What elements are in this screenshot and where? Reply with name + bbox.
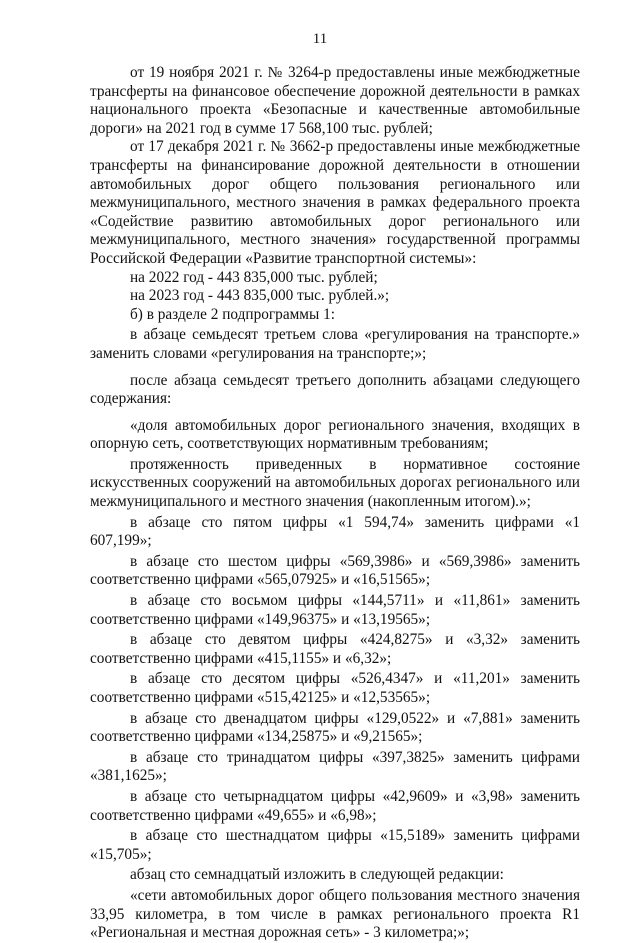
paragraph: в абзаце сто четырнадцатом цифры «42,9609» и «3,98» заменить соответственно цифрами «49,655» и «6,98»; <box>90 787 580 824</box>
document-body <box>90 64 580 943</box>
paragraph: в абзаце сто шестом цифры «569,3986» и «569,3986» заменить соответственно цифрами «565,07925» и «16,51565»; <box>90 552 580 589</box>
paragraph: «сети автомобильных дорог общего пользования местного значения 33,95 километра, в том числе в рамках регионального проекта R1 «Региональная и местная дорожная сеть» - 3 километра;»; <box>90 886 580 942</box>
paragraph: на 2022 год - 443 835,000 тыс. рублей; <box>130 268 378 286</box>
paragraph: абзац сто семнадцатый изложить в следующей редакции: <box>130 866 504 884</box>
paragraph: в абзаце сто десятом цифры «526,4347» и «11,201» заменить соответственно цифрами «515,42125» и «12,53565»; <box>90 670 580 706</box>
paragraph: после абзаца семьдесят третьего дополнить абзацами следующего содержания: <box>90 371 580 408</box>
paragraph: от 19 ноября 2021 г. № 3264-р предоставлены иные межбюджетные трансферты на финансовое обеспечение дорожной деятельности в рамках национального проекта «Безопасные и качественные автомобильные дороги» на 2021 год в сумме 17 568,100 тыс. рублей; <box>90 64 580 137</box>
page-number: 11 <box>312 31 328 47</box>
paragraph: в абзаце сто восьмом цифры «144,5711» и «11,861» заменить соответственно цифрами «149,96375» и «13,19565»; <box>90 592 580 628</box>
paragraph: б) в разделе 2 подпрограммы 1: <box>130 305 335 323</box>
paragraph: в абзаце семьдесят третьем слова «регулирования на транспорте.» заменить словами «регулирования на транспорте;»; <box>90 326 580 362</box>
paragraph: в абзаце сто девятом цифры «424,8275» и «3,32» заменить соответственно цифрами «415,1155» и «6,32»; <box>90 631 580 667</box>
paragraph: на 2023 год - 443 835,000 тыс. рублей.»; <box>130 287 390 305</box>
paragraph: в абзаце сто двенадцатом цифры «129,0522» и «7,881» заменить соответственно цифрами «134,25875» и «9,21565»; <box>90 709 580 746</box>
paragraph: в абзаце сто тринадцатом цифры «397,3825» заменить цифрами «381,1625»; <box>90 748 580 785</box>
paragraph: в абзаце сто шестнадцатом цифры «15,5189» заменить цифрами «15,705»; <box>90 827 580 863</box>
paragraph: в абзаце сто пятом цифры «1 594,74» заменить цифрами «1 607,199»; <box>90 513 580 550</box>
paragraph: протяженность приведенных в нормативное состояние искусственных сооружений на автомобильных дорогах регионального или межмуниципального и местного значения (накопленным итогом).»; <box>90 455 580 511</box>
paragraph: от 17 декабря 2021 г. № 3662-р предоставлены иные межбюджетные трансферты на финансирование дорожной деятельности в отношении автомобильных дорог общего пользования регионального или межмуниципального, местного значения в рамках федерального проекта «Содействие развитию автомобильных дорог регионального или межмуниципального, местного значения» государственной программы Российской Федерации «Развитие транспортной системы»: <box>90 138 580 267</box>
paragraph: «доля автомобильных дорог регионального значения, входящих в опорную сеть, соответствующих нормативным требованиям; <box>90 416 580 453</box>
